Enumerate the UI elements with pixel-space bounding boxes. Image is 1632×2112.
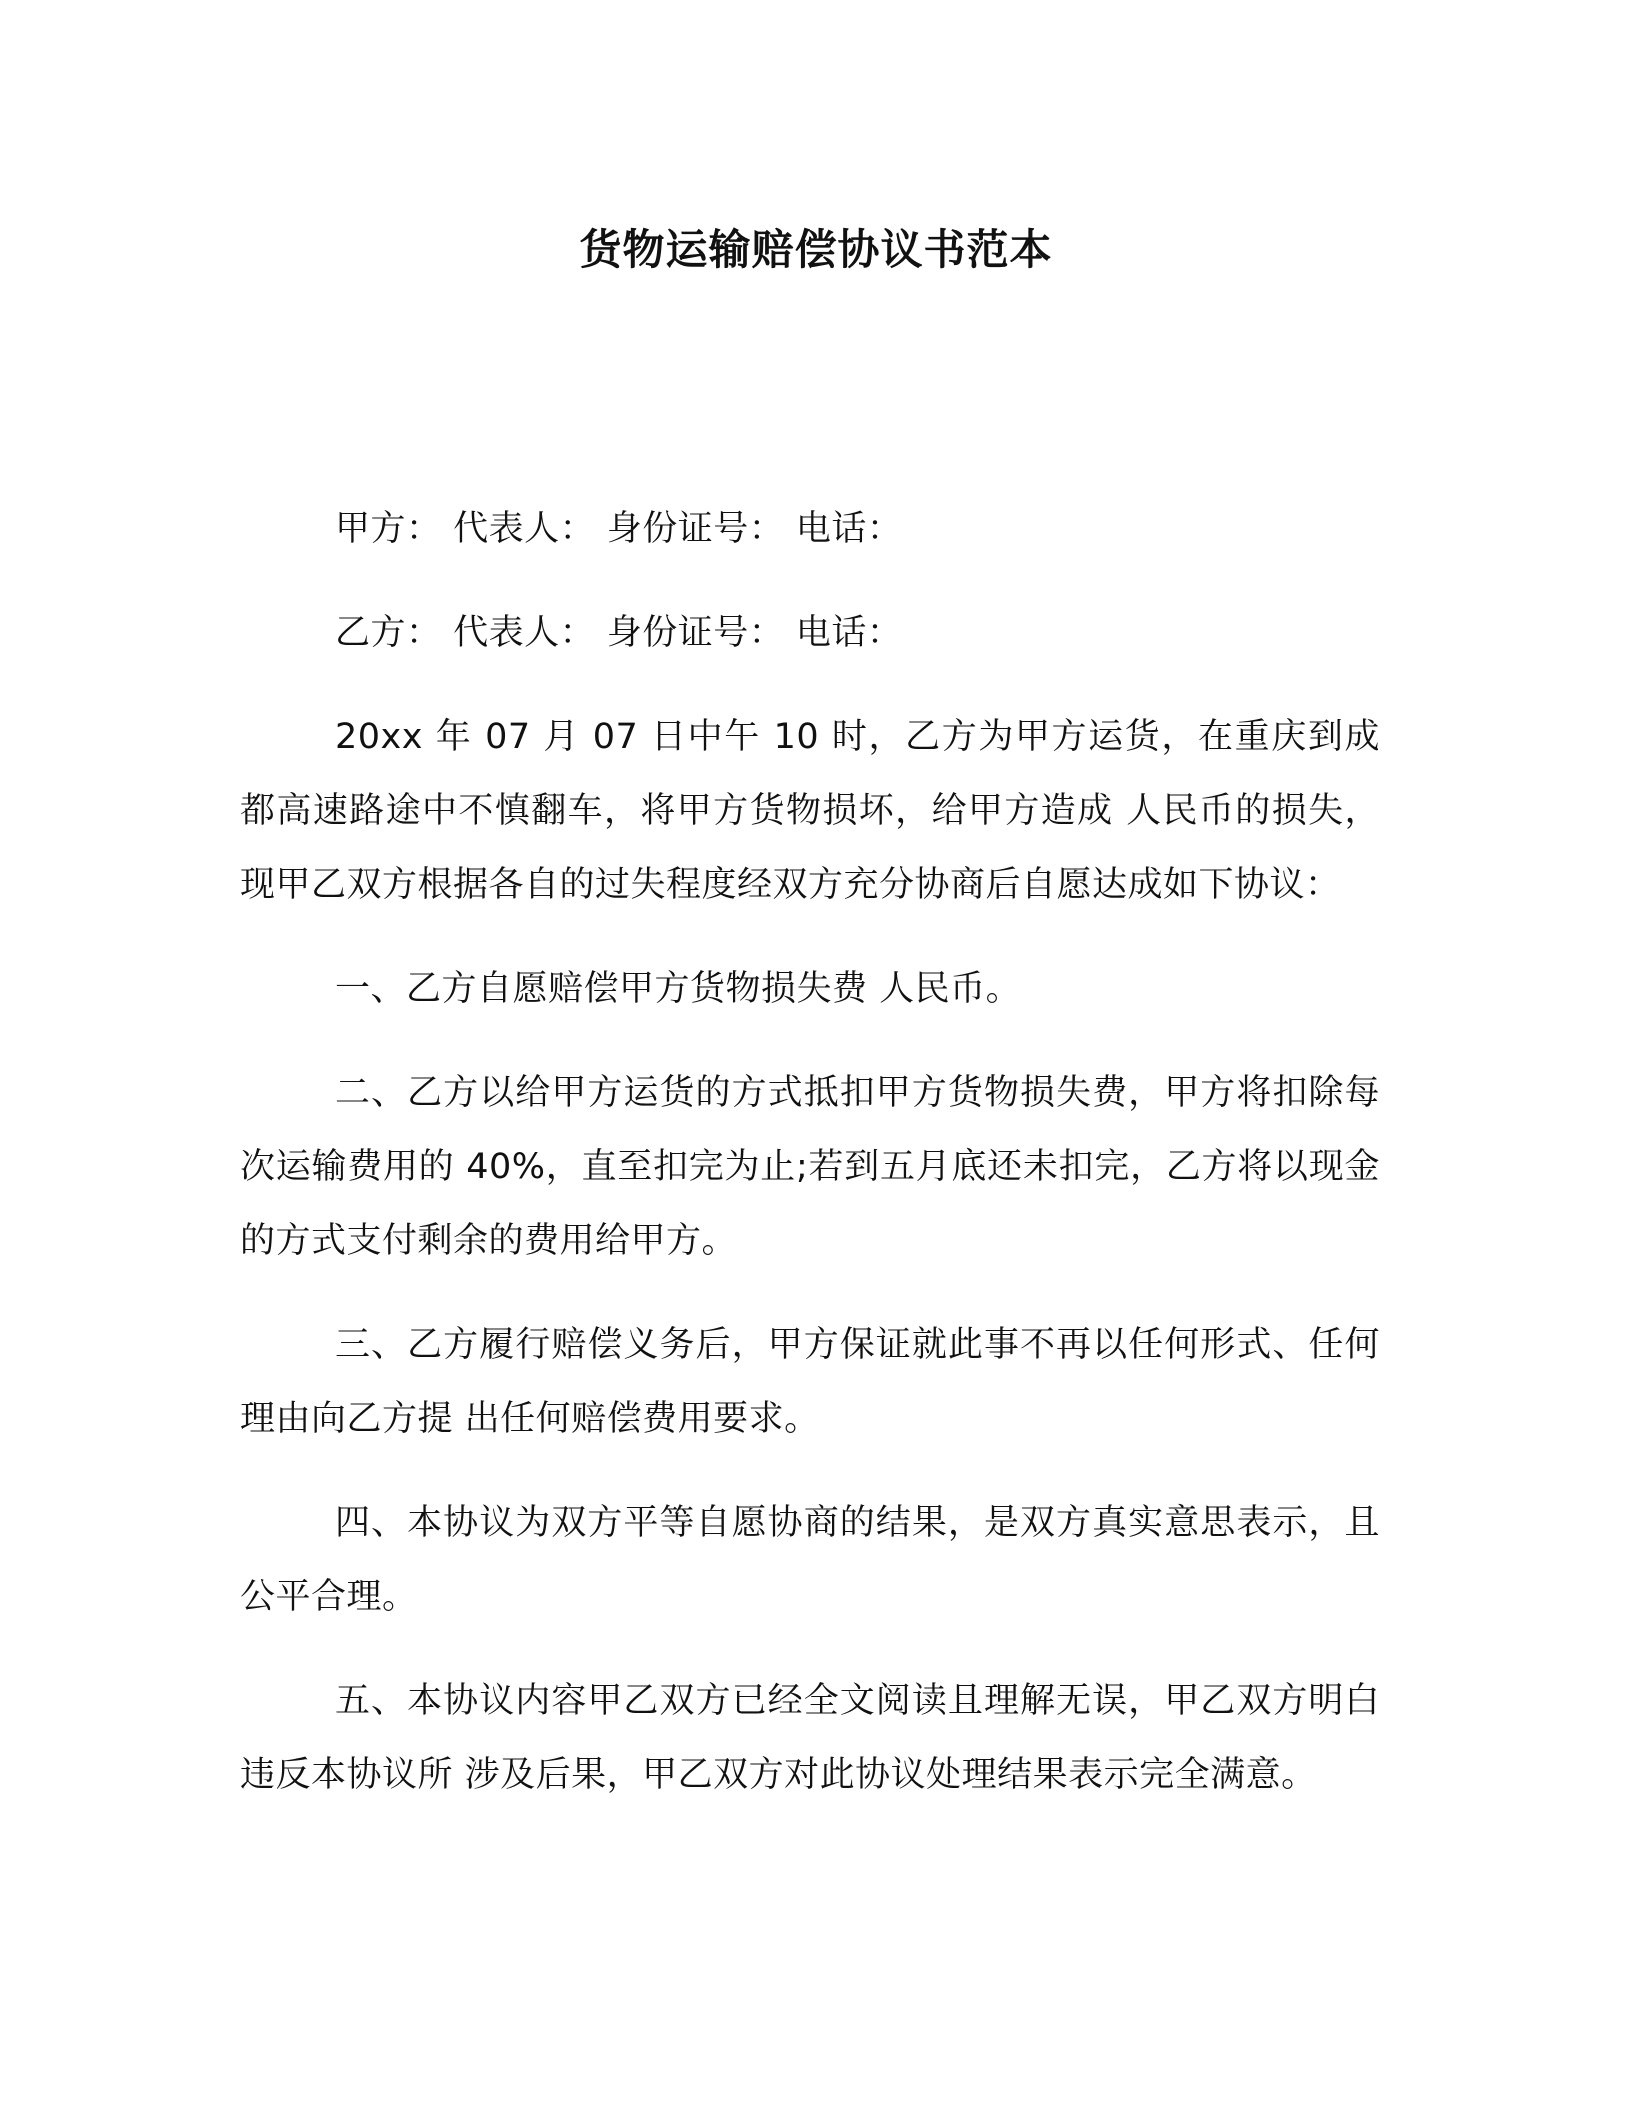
clause-2: 二、乙方以给甲方运货的方式抵扣甲方货物损失费，甲方将扣除每次运输费用的 40%，直至扣完为止;若到五月底还未扣完，乙方将以现金的方式支付剩余的费用给甲方。 [240,1073,1380,1261]
clause-3: 三、乙方履行赔偿义务后，甲方保证就此事不再以任何形式、任何理由向乙方提 出任何赔偿费用要求。 [240,1325,1380,1439]
clause-1: 一、乙方自愿赔偿甲方货物损失费 人民币。 [335,969,1022,1009]
clause-5: 五、本协议内容甲乙双方已经全文阅读且理解无误，甲乙双方明白违反本协议所 涉及后果，甲乙双方对此协议处理结果表示完全满意。 [240,1681,1380,1795]
document-title: 货物运输赔偿协议书范本 [579,225,1053,274]
party-a-line: 甲方： 代表人： 身份证号： 电话： [335,509,903,549]
intro-paragraph: 20xx 年 07 月 07 日中午 10 时，乙方为甲方运货，在重庆到成都高速路途中不慎翻车，将甲方货物损坏，给甲方造成 人民币的损失，现甲乙双方根据各自的过失程度经双方充分协商后自愿达成如下协议： [240,717,1380,905]
party-b-line: 乙方： 代表人： 身份证号： 电话： [335,613,903,653]
clause-4: 四、本协议为双方平等自愿协商的结果，是双方真实意思表示，且公平合理。 [240,1503,1380,1617]
document-body [240,492,1380,1842]
